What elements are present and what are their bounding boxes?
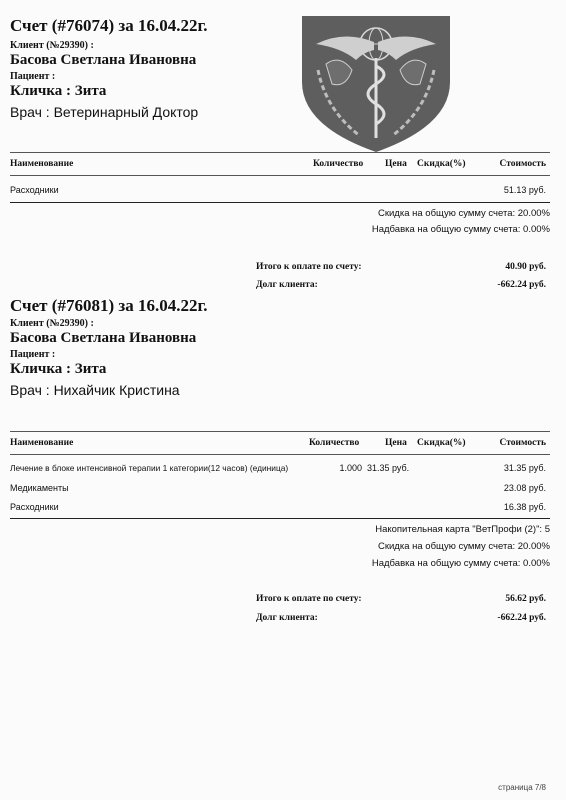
total-label: Итого к оплате по счету:	[256, 262, 362, 272]
discount-note: Скидка на общую сумму счета: 20.00%	[377, 541, 550, 552]
item-cost: 23.08 руб.	[503, 483, 546, 493]
pet-name: Кличка : Зита	[10, 361, 107, 377]
patient-label: Пациент :	[10, 71, 56, 82]
client-name: Басова Светлана Ивановна	[10, 330, 197, 346]
debt-value: -662.24 руб.	[497, 280, 546, 290]
item-price: 31.35 руб.	[367, 463, 410, 473]
column-header-price: Цена	[385, 438, 407, 448]
column-header-quantity: Количество	[313, 159, 364, 169]
client-name: Басова Светлана Ивановна	[10, 52, 197, 68]
page-number: страница 7/8	[498, 783, 546, 792]
divider	[10, 175, 550, 176]
item-name: Лечение в блоке интенсивной терапии 1 категории(12 часов) (единица)	[10, 463, 289, 473]
divider	[10, 518, 550, 519]
vet-caduceus-shield-icon	[296, 14, 456, 154]
divider	[10, 454, 550, 455]
item-cost: 51.13 руб.	[503, 185, 546, 195]
column-header-cost: Стоимость	[499, 438, 546, 448]
column-header-name: Наименование	[10, 438, 74, 448]
total-value: 56.62 руб.	[505, 594, 546, 604]
item-name: Расходники	[10, 185, 59, 195]
item-name: Медикаменты	[10, 483, 69, 493]
markup-note: Надбавка на общую сумму счета: 0.00%	[371, 224, 550, 235]
loyalty-card-note: Накопительная карта "ВетПрофи (2)": 5	[375, 524, 550, 535]
column-header-cost: Стоимость	[499, 159, 546, 169]
client-label: Клиент (№29390) :	[10, 40, 94, 51]
markup-note: Надбавка на общую сумму счета: 0.00%	[371, 558, 550, 569]
divider	[10, 202, 550, 203]
invoice-title: Счет (#76081) за 16.04.22г.	[10, 296, 208, 315]
doctor: Врач : Нихайчик Кристина	[10, 382, 180, 398]
column-header-discount: Скидка(%)	[417, 159, 466, 169]
divider	[10, 152, 550, 153]
item-cost: 31.35 руб.	[503, 463, 546, 473]
item-cost: 16.38 руб.	[503, 502, 546, 512]
item-name: Расходники	[10, 502, 59, 512]
debt-value: -662.24 руб.	[497, 613, 546, 623]
column-header-quantity: Количество	[309, 438, 360, 448]
doctor: Врач : Ветеринарный Доктор	[10, 104, 199, 120]
column-header-name: Наименование	[10, 159, 74, 169]
column-header-price: Цена	[385, 159, 407, 169]
client-label: Клиент (№29390) :	[10, 318, 94, 329]
debt-label: Долг клиента:	[256, 280, 318, 290]
total-label: Итого к оплате по счету:	[256, 594, 362, 604]
item-quantity: 1.000	[339, 463, 362, 473]
discount-note: Скидка на общую сумму счета: 20.00%	[377, 208, 550, 219]
total-value: 40.90 руб.	[505, 262, 546, 272]
divider	[10, 431, 550, 432]
debt-label: Долг клиента:	[256, 613, 318, 623]
column-header-discount: Скидка(%)	[417, 438, 466, 448]
patient-label: Пациент :	[10, 349, 56, 360]
invoice-title: Счет (#76074) за 16.04.22г.	[10, 16, 208, 35]
pet-name: Кличка : Зита	[10, 83, 107, 99]
